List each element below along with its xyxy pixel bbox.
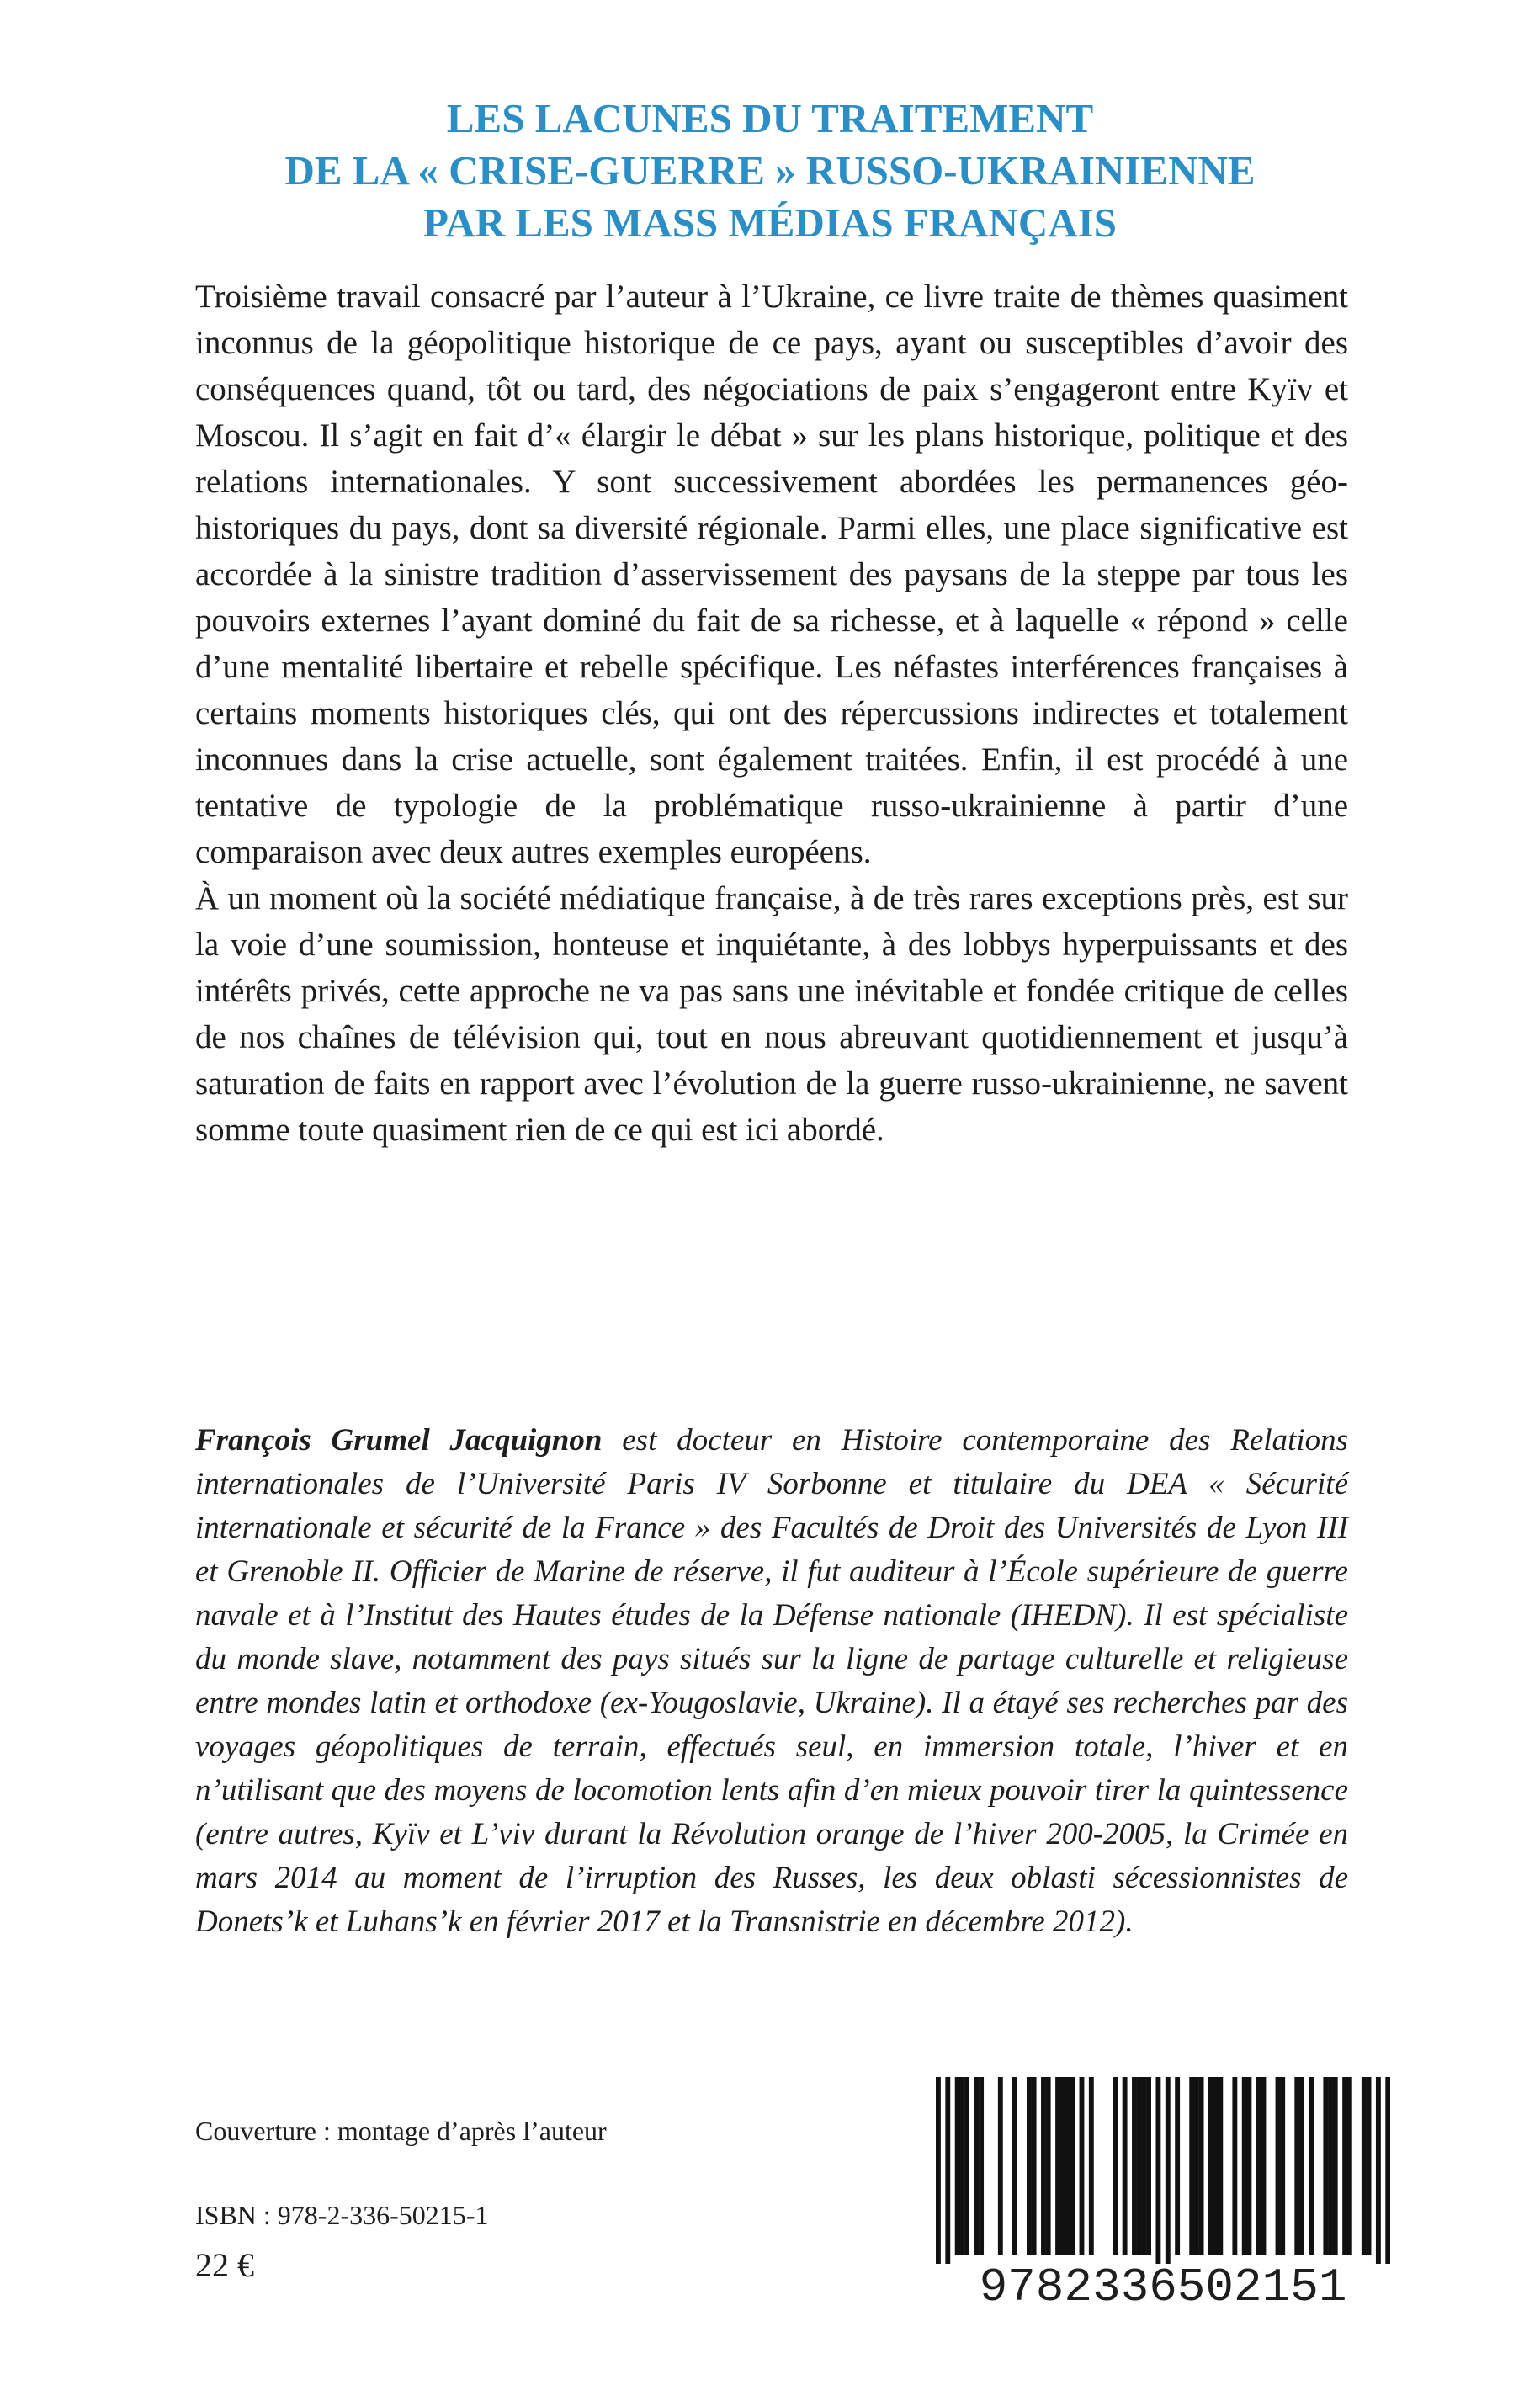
barcode-bar bbox=[974, 2077, 979, 2255]
author-bio-text: est docteur en Histoire contemporaine des Relations internationales de l’Université Paris IV Sorbonne et titulaire du DEA « Sécurité internationale et sécurité de la France » des Facultés de Droit des Universités de Lyon III et Grenoble II. Officier de Marine de réserve, il fut auditeur à l’École supérieure de guerre navale et à l’Institut des Hautes études de la Défense nationale (IHEDN). Il est spécialiste du monde slave, notamment des pays situés sur la ligne de partage culturelle et religieuse entre mondes latin et orthodoxe (ex-Yougoslavie, Ukraine). Il a étayé ses recherches par des voyages géopolitiques de terrain, effectués seul, en immersion totale, l’hiver et en n’utilisant que des moyens de locomotion lents afin d’en mieux pouvoir tirer la quintessence (entre autres, Kyïv et L’viv durant la Révolution orange de l’hiver 200-2005, la Crimée en mars 2014 au moment de l’irruption des Russes, les deux oblasti sécessionnistes de Donets’k et Luhans’k en février 2017 et la Transnistrie en décembre 2012). bbox=[195, 1423, 1349, 1939]
barcode-bar bbox=[1137, 2077, 1142, 2255]
barcode-bar bbox=[1294, 2077, 1299, 2255]
barcode-bar bbox=[945, 2077, 950, 2264]
barcode-bar bbox=[1299, 2077, 1304, 2255]
title-line-1: LES LACUNES DU TRAITEMENT bbox=[446, 95, 1094, 141]
isbn-barcode bbox=[936, 2077, 1390, 2321]
author-name: François Grumel Jacquignon bbox=[195, 1423, 603, 1458]
barcode-bar bbox=[1232, 2077, 1237, 2255]
barcode-bar bbox=[1070, 2077, 1075, 2255]
barcode-digits: 9782336502151 bbox=[979, 2260, 1347, 2314]
barcode-bar bbox=[1175, 2077, 1180, 2255]
barcode-bar bbox=[1113, 2077, 1118, 2255]
book-title bbox=[0, 93, 1540, 249]
barcode-bar bbox=[1146, 2077, 1151, 2255]
barcode-bar bbox=[1342, 2077, 1347, 2255]
barcode-bar bbox=[1242, 2077, 1247, 2255]
barcode-bar bbox=[955, 2077, 960, 2255]
title-line-2: DE LA « CRISE-GUERRE » RUSSO-UKRAINIENNE bbox=[284, 147, 1256, 194]
barcode-bar bbox=[1032, 2077, 1037, 2255]
title-line-3: PAR LES MASS MÉDIAS FRANÇAIS bbox=[422, 199, 1118, 246]
barcode-bar bbox=[1199, 2077, 1204, 2255]
barcode-bar bbox=[1089, 2077, 1094, 2255]
barcode-bar bbox=[1261, 2077, 1267, 2255]
barcode-bar bbox=[1012, 2077, 1017, 2255]
barcode-bar bbox=[998, 2077, 1003, 2255]
barcode-bar bbox=[1213, 2077, 1219, 2255]
barcode-bar bbox=[1362, 2077, 1367, 2255]
barcode-bar bbox=[1060, 2077, 1065, 2255]
barcode-bar bbox=[1141, 2077, 1146, 2255]
barcode-bar bbox=[1385, 2077, 1390, 2264]
barcode-bar bbox=[1309, 2077, 1314, 2255]
barcode-bar bbox=[1080, 2077, 1085, 2255]
barcode-bar bbox=[1256, 2077, 1261, 2255]
barcode-bar bbox=[979, 2077, 984, 2255]
barcode-bar bbox=[1323, 2077, 1328, 2255]
barcode-bar bbox=[1041, 2077, 1046, 2255]
barcode-bar bbox=[1194, 2077, 1199, 2255]
barcode-bar bbox=[1189, 2077, 1194, 2255]
barcode-bar bbox=[1347, 2077, 1352, 2255]
barcode-bar bbox=[1065, 2077, 1070, 2255]
barcode-bars-icon bbox=[936, 2077, 1390, 2264]
barcode-bar bbox=[1155, 2077, 1160, 2264]
barcode-bar bbox=[936, 2077, 941, 2264]
isbn-label: ISBN : 978-2-336-50215-1 bbox=[195, 2200, 489, 2230]
barcode-bar bbox=[1376, 2077, 1381, 2264]
barcode-bar bbox=[1276, 2077, 1281, 2255]
book-summary bbox=[195, 274, 1348, 1153]
barcode-bar bbox=[1166, 2077, 1171, 2264]
barcode-bar bbox=[959, 2077, 964, 2255]
barcode-bar bbox=[1328, 2077, 1333, 2255]
barcode-bar bbox=[1280, 2077, 1285, 2255]
barcode-bar bbox=[1218, 2077, 1223, 2255]
summary-paragraph-2: À un moment où la société médiatique française, à de très rares exceptions près, est sur la voie d’une soumission, honteuse et inquiétante, à des lobbys hyperpuissants et des intérêts privés, cette approche ne va pas sans une inévitable et fondée critique de celles de nos chaînes de télévision qui, tout en nous abreuvant quotidiennement et jusqu’à saturation de faits en rapport avec l’évolution de la guerre russo-ukrainienne, ne savent somme toute quasiment rien de ce qui est ici abordé. bbox=[195, 880, 1348, 1148]
barcode-bar bbox=[1027, 2077, 1032, 2255]
barcode-bar bbox=[964, 2077, 969, 2255]
barcode-bar bbox=[1132, 2077, 1137, 2255]
author-bio bbox=[195, 1419, 1348, 1944]
barcode-bar bbox=[1046, 2077, 1051, 2255]
barcode-bar bbox=[1208, 2077, 1213, 2255]
summary-paragraph-1: Troisième travail consacré par l’auteur à l’Ukraine, ce livre traite de thèmes quasiment inconnus de la géopolitique historique de ce pays, ayant ou susceptibles d’avoir des conséquences quand, tôt ou tard, des négociations de paix s’engageront entre Kyïv et Moscou. Il s’agit en fait d’« élargir le débat » sur les plans historique, politique et des relations internationales. Y sont successivement abordées les permanences géo-historiques du pays, dont sa diversité régionale. Parmi elles, une place significative est accordée à la sinistre tradition d’asservissement des paysans de la steppe par tous les pouvoirs externes l’ayant dominé du fait de sa richesse, et à laquelle « répond » celle d’une mentalité libertaire et rebelle spécifique. Les néfastes interférences françaises à certains moments historiques clés, qui ont des répercussions indirectes et totalement inconnues dans la crise actuelle, sont également traitées. Enfin, il est procédé à une tentative de typologie de la problématique russo-ukrainienne à partir d’une comparaison avec deux autres exemples européens. bbox=[195, 279, 1348, 870]
barcode-bar bbox=[1367, 2077, 1372, 2255]
barcode-bar bbox=[1333, 2077, 1338, 2255]
barcode-bar bbox=[1123, 2077, 1128, 2255]
barcode-bar bbox=[1055, 2077, 1060, 2255]
cover-credit: Couverture : montage d’après l’auteur bbox=[195, 2116, 607, 2146]
barcode-bar bbox=[1246, 2077, 1251, 2255]
price-label: 22 € bbox=[195, 2246, 254, 2284]
